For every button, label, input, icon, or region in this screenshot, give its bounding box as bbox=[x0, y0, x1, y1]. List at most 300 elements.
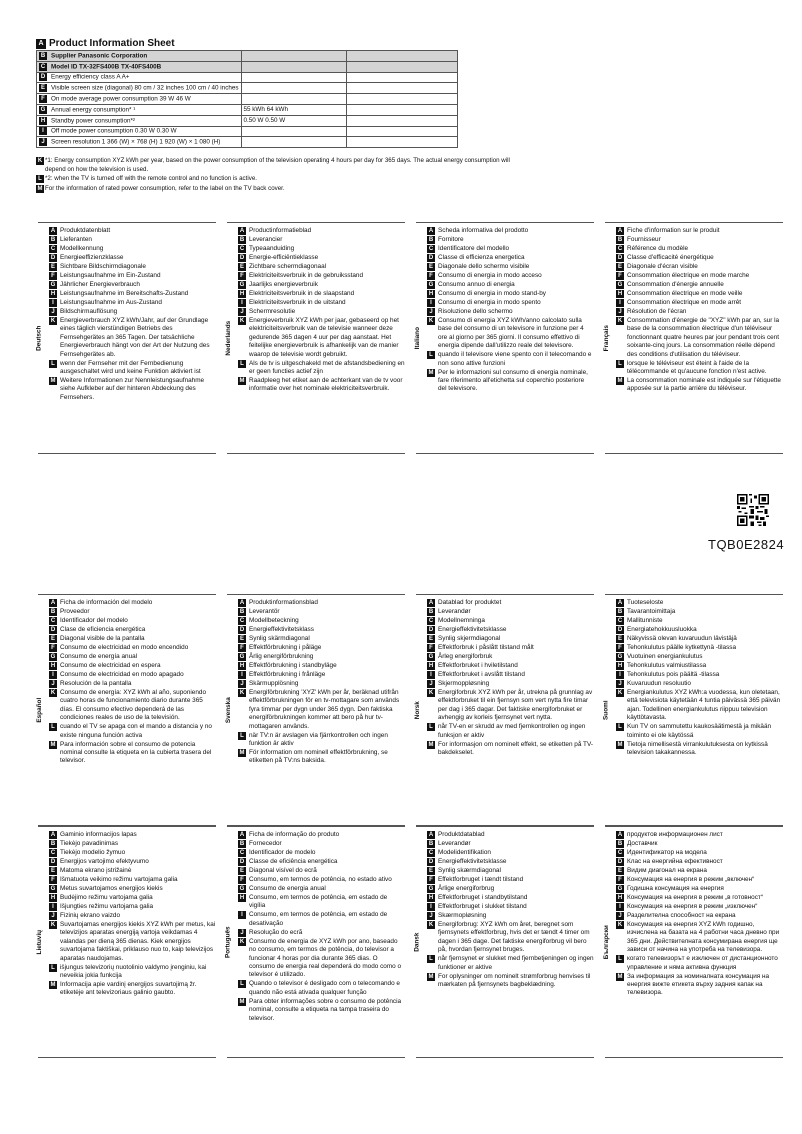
list-item bbox=[49, 236, 216, 244]
tag-badge: I bbox=[427, 903, 435, 911]
tag-badge: J bbox=[427, 308, 435, 316]
item-text: Diagonale dello schermo visibile bbox=[438, 263, 530, 270]
language-items bbox=[49, 831, 216, 998]
tag-badge: B bbox=[239, 841, 245, 847]
tag-badge: B bbox=[50, 609, 56, 615]
tag-badge: A bbox=[239, 228, 245, 234]
item-text: Metus suvartojamos energijos kiekis bbox=[60, 885, 163, 892]
list-item bbox=[427, 894, 594, 902]
item-text: Modellkennung bbox=[60, 245, 104, 252]
tag-badge: B bbox=[428, 609, 434, 615]
tag-badge: D bbox=[428, 627, 434, 633]
language-items bbox=[427, 831, 594, 990]
language-name: Български bbox=[602, 924, 610, 960]
item-text: Клас на енергийна ефективност bbox=[627, 858, 723, 865]
tag-badge: D bbox=[617, 255, 623, 261]
list-item bbox=[49, 644, 216, 652]
item-text: Consumo de energia anual bbox=[249, 885, 326, 892]
list-item bbox=[49, 290, 216, 298]
language-label bbox=[35, 223, 45, 453]
list-item bbox=[427, 912, 594, 920]
item-text: Identificador del modelo bbox=[60, 617, 128, 624]
list-item bbox=[616, 290, 783, 298]
list-item bbox=[616, 955, 783, 972]
item-text: Effektforbruket i hviletilstand bbox=[438, 662, 518, 669]
language-label bbox=[35, 595, 45, 825]
item-text: Budėjimo režimu vartojama galia bbox=[60, 894, 153, 901]
tag-badge: K bbox=[428, 318, 434, 324]
tag-badge: A bbox=[50, 832, 56, 838]
item-text: Skärmupplösning bbox=[249, 680, 299, 687]
table-row bbox=[37, 126, 458, 137]
list-item bbox=[238, 653, 405, 661]
language-name: Deutsch bbox=[35, 325, 43, 351]
tag-badge: B bbox=[428, 237, 434, 243]
list-item bbox=[616, 263, 783, 271]
list-item bbox=[238, 876, 405, 884]
language-label bbox=[224, 595, 234, 825]
list-item bbox=[616, 360, 783, 377]
tag-badge: E bbox=[50, 636, 55, 642]
item-text: Консумация на енергия XYZ kWh годишно, изчислена на базата на 4 работни часа дневно при 365 дни. Действителната консумирана енергия ще зависи от начина на употреба на телевизора. bbox=[627, 921, 780, 954]
tag-badge: H bbox=[50, 291, 56, 297]
item-text: Skærmopløsning bbox=[438, 912, 487, 919]
row-label bbox=[37, 126, 242, 137]
list-item bbox=[616, 299, 783, 307]
item-text: Schermresolutie bbox=[249, 308, 296, 315]
list-item bbox=[427, 254, 594, 262]
tag-badge: E bbox=[617, 264, 622, 270]
list-item bbox=[238, 831, 405, 839]
list-item bbox=[616, 876, 783, 884]
tag-badge: J bbox=[238, 680, 246, 688]
item-text: Consumo di energia in modo spento bbox=[438, 299, 541, 306]
list-item bbox=[616, 272, 783, 280]
list-item bbox=[49, 831, 216, 839]
tag-badge: E bbox=[428, 636, 433, 642]
item-text: когато телевизорът е изключен от дистанционното управление и няма активна функция bbox=[627, 955, 778, 971]
list-item bbox=[616, 608, 783, 616]
tag-badge: H bbox=[428, 895, 434, 901]
tag-badge: A bbox=[239, 600, 245, 606]
item-text: Diagonal visível do ecrã bbox=[249, 867, 317, 874]
tag-badge: C bbox=[239, 246, 245, 252]
language-label bbox=[602, 223, 612, 453]
tag-badge: M bbox=[617, 741, 623, 748]
item-text: Energiforbrug: XYZ kWh om året, beregnet som fjernsynets effektforbrug, hvis det er tændt 4 timer om dagen i 365 dage. Det faktiske energiforbrug vil bero på, hvordan fjernsynet bruges. bbox=[438, 921, 590, 954]
tag-badge: I bbox=[616, 671, 624, 679]
sheet-title bbox=[36, 38, 175, 49]
tag-badge: I bbox=[39, 127, 47, 135]
item-text: Årlig energiförbrukning bbox=[249, 653, 314, 660]
language-block bbox=[224, 594, 405, 826]
list-item bbox=[616, 849, 783, 857]
tag-badge: C bbox=[239, 850, 245, 856]
list-item bbox=[49, 617, 216, 625]
list-item bbox=[49, 858, 216, 866]
list-item bbox=[427, 290, 594, 298]
language-block bbox=[602, 594, 783, 826]
tag-badge: L bbox=[427, 723, 435, 731]
item-text: Fizinių ekrano vaizdo bbox=[60, 912, 121, 919]
item-text: Tehonkulutus päälle kytkettynä -tilassa bbox=[627, 644, 737, 651]
item-text: Modellbeteckning bbox=[249, 617, 299, 624]
item-text: Consumo annuo di energia bbox=[438, 281, 515, 288]
tag-badge: A bbox=[617, 600, 623, 606]
tag-badge: M bbox=[428, 973, 434, 980]
tag-badge: H bbox=[617, 291, 623, 297]
list-item bbox=[427, 272, 594, 280]
list-item bbox=[427, 831, 594, 839]
tag-badge: C bbox=[50, 246, 56, 252]
list-item bbox=[49, 981, 216, 998]
tag-badge: L bbox=[36, 175, 44, 183]
tag-badge: I bbox=[238, 671, 246, 679]
item-text: Référence du modèle bbox=[627, 245, 689, 252]
list-item bbox=[616, 662, 783, 670]
table-row bbox=[37, 72, 458, 83]
tag-badge: L bbox=[616, 360, 624, 368]
tag-badge: F bbox=[616, 272, 624, 280]
item-text: Fournisseur bbox=[627, 236, 661, 243]
list-item bbox=[49, 599, 216, 607]
row-text: Model ID TX-32FS400B TX-40FS400B bbox=[51, 63, 162, 71]
list-item bbox=[427, 236, 594, 244]
table-row bbox=[37, 115, 458, 126]
item-text: Zichtbare schermdiagonaal bbox=[249, 263, 327, 270]
tag-badge: A bbox=[428, 600, 434, 606]
tag-badge: L bbox=[238, 980, 246, 988]
list-item bbox=[49, 263, 216, 271]
row-text: Screen resolution 1 366 (W) × 768 (H) 1 920 (W) × 1 080 (H) bbox=[51, 138, 221, 146]
language-items bbox=[238, 599, 405, 766]
item-text: när TV:n är avslagen via fjärrkontrollen och ingen funktion är aktiv bbox=[249, 731, 388, 748]
list-item bbox=[427, 299, 594, 307]
tag-badge: I bbox=[49, 903, 57, 911]
item-text: Para información sobre el consumo de potencia nominal consulte la etiqueta en la cubierta trasera del televisor. bbox=[60, 740, 212, 765]
tag-badge: D bbox=[239, 859, 245, 865]
tag-badge: M bbox=[50, 741, 56, 748]
language-block bbox=[224, 826, 405, 1058]
row-label bbox=[37, 72, 242, 83]
item-text: Effektforbruget i tændt tilstand bbox=[438, 876, 524, 883]
tag-badge: F bbox=[49, 644, 57, 652]
tag-badge: C bbox=[428, 850, 434, 856]
list-item bbox=[616, 635, 783, 643]
list-item bbox=[427, 617, 594, 625]
list-item bbox=[427, 973, 594, 990]
tag-badge: D bbox=[50, 627, 56, 633]
list-item bbox=[616, 617, 783, 625]
language-label bbox=[413, 595, 423, 825]
list-item bbox=[49, 876, 216, 884]
tag-badge: G bbox=[239, 282, 245, 288]
list-item bbox=[616, 317, 783, 359]
item-text: Mallitunniste bbox=[627, 617, 663, 624]
list-item bbox=[238, 867, 405, 875]
list-item bbox=[238, 299, 405, 307]
item-text: Årleg energiforbruk bbox=[438, 653, 493, 660]
item-text: For oplysninger om nominelt strømforbrug henvises til mærkaten på fjernsynets bagbeklædning. bbox=[438, 972, 591, 989]
list-item bbox=[238, 617, 405, 625]
item-text: Datablad for produktet bbox=[438, 599, 502, 606]
tag-badge: C bbox=[617, 850, 623, 856]
language-name: Norsk bbox=[413, 700, 421, 720]
list-item bbox=[616, 840, 783, 848]
item-text: Išmatuota veikimo režimu vartojama galia bbox=[60, 876, 178, 883]
tag-badge: G bbox=[617, 886, 623, 892]
footnotes bbox=[36, 157, 516, 194]
row-value bbox=[241, 61, 346, 72]
list-item bbox=[616, 653, 783, 661]
row-text: Visible screen size (diagonal) 80 cm / 32 inches 100 cm / 40 inches bbox=[51, 84, 239, 92]
list-item bbox=[427, 689, 594, 723]
item-text: Consumo di energia XYZ kWh/anno calcolato sulla base del consumo di un televisore in funzione per 4 ore al giorno per 365 giorni. Il consumo effettivo di energia dipende dall'utilizzo reale del televisore. bbox=[438, 317, 584, 350]
tag-badge: K bbox=[428, 690, 434, 696]
item-text: når TV-en er skrudd av med fjernkontrollen og ingen funksjon er aktiv bbox=[438, 723, 586, 739]
item-text: Effektforbruget i slukket tilstand bbox=[438, 903, 527, 910]
list-item bbox=[616, 894, 783, 902]
product-info-table bbox=[36, 50, 458, 148]
tag-badge: K bbox=[617, 690, 623, 696]
tag-badge: G bbox=[50, 886, 56, 892]
item-text: Sichtbare Bildschirmdiagonale bbox=[60, 263, 146, 270]
tag-badge: H bbox=[40, 117, 46, 124]
tag-badge: I bbox=[427, 299, 435, 307]
list-item bbox=[238, 272, 405, 280]
list-item bbox=[238, 236, 405, 244]
item-text: Suvartojamas energijos kiekis XYZ kWh per metus, kai televizijos aparatas energiją vartoja veikdamas 4 valandas per dieną 365 dienas. Kiek energijos suvartojama faktiškai, priklauso nuo to, kaip televizijos aparatas naudojamas. bbox=[60, 921, 216, 962]
tag-badge: D bbox=[617, 859, 623, 865]
tag-badge: C bbox=[50, 850, 56, 856]
language-block bbox=[35, 594, 216, 826]
item-text: Kuvaruudun resoluutio bbox=[627, 680, 691, 687]
list-item bbox=[427, 671, 594, 679]
list-item bbox=[427, 263, 594, 271]
row-value bbox=[241, 94, 346, 105]
item-text: Leistungsaufnahme im Bereitschafts-Zustand bbox=[60, 290, 189, 297]
list-item bbox=[49, 662, 216, 670]
item-text: Fiche d'information sur le produit bbox=[627, 227, 720, 234]
tag-badge: M bbox=[50, 982, 56, 989]
list-item bbox=[49, 849, 216, 857]
tag-badge: K bbox=[37, 158, 43, 164]
tag-badge: F bbox=[427, 644, 435, 652]
row-value-extra bbox=[346, 94, 458, 105]
language-name: Italiano bbox=[413, 326, 421, 350]
item-text: Leistungsaufnahme im Ein-Zustand bbox=[60, 272, 161, 279]
list-item bbox=[427, 599, 594, 607]
list-item bbox=[427, 885, 594, 893]
item-text: Effektforbruk i påslått tilstand målt bbox=[438, 644, 534, 651]
tag-badge: H bbox=[428, 663, 434, 669]
list-item bbox=[427, 955, 594, 972]
tag-badge: F bbox=[238, 644, 246, 652]
list-item bbox=[616, 254, 783, 262]
tag-badge: H bbox=[428, 291, 434, 297]
tag-badge: M bbox=[239, 998, 245, 1005]
item-text: Modellnemninga bbox=[438, 617, 485, 624]
list-item bbox=[238, 929, 405, 937]
tag-badge: M bbox=[428, 741, 434, 748]
tag-badge: I bbox=[49, 671, 57, 679]
item-text: Consumo, em termos de potência, em estado de desativação bbox=[249, 911, 388, 927]
list-item bbox=[49, 912, 216, 920]
item-text: Per le informazioni sul consumo di energia nominale, fare riferimento all'etichetta sul coperchio posteriore del televisore. bbox=[438, 368, 588, 393]
tag-badge: E bbox=[239, 264, 244, 270]
item-text: Matoma ekrano įstrižainė bbox=[60, 867, 132, 874]
tag-badge: I bbox=[49, 299, 57, 307]
list-item bbox=[238, 360, 405, 377]
list-item bbox=[616, 281, 783, 289]
item-text: Consumo de energía: XYZ kWh al año, suponiendo cuatro horas de funcionamiento diario durante 365 días. El consumo efectivo dependerá de las condiciones reales de uso de la televisión. bbox=[60, 689, 207, 722]
item-text: Energieverbrauch XYZ kWh/Jahr, auf der Grundlage eines täglich vierstündigen Betriebs des Fernsehgerätes an 365 Tagen. Der tatsächliche Energieverbrauch hängt von der Art der Nutzung des Fernsehgerätes ab. bbox=[60, 317, 210, 358]
item-text: Консумация на енергия в режим „изключен“ bbox=[627, 903, 758, 910]
list-item bbox=[238, 281, 405, 289]
item-text: Consumo di energia in modo acceso bbox=[438, 272, 542, 279]
item-text: Консумация на енергия в режим „в готовност“ bbox=[627, 894, 763, 901]
tag-badge: L bbox=[238, 732, 246, 740]
tag-badge: C bbox=[428, 246, 434, 252]
list-item bbox=[427, 351, 594, 368]
list-item bbox=[427, 227, 594, 235]
list-item bbox=[49, 964, 216, 981]
tag-badge: G bbox=[239, 886, 245, 892]
list-item bbox=[49, 227, 216, 235]
language-block bbox=[224, 222, 405, 454]
tag-badge: K bbox=[239, 318, 245, 324]
tag-badge: M bbox=[239, 378, 245, 385]
list-item bbox=[427, 840, 594, 848]
tag-badge: J bbox=[49, 308, 57, 316]
tag-badge: L bbox=[49, 723, 57, 731]
tag-badge: G bbox=[40, 106, 46, 113]
tag-badge: D bbox=[50, 859, 56, 865]
item-text: Energieffektivitetsklasse bbox=[438, 858, 507, 865]
tag-badge: I bbox=[238, 911, 246, 919]
list-item bbox=[49, 741, 216, 766]
item-text: Identificador de modelo bbox=[249, 849, 316, 856]
item-text: Consommation électrique en mode veille bbox=[627, 290, 743, 297]
language-name: Svenska bbox=[224, 697, 232, 723]
language-label bbox=[413, 223, 423, 453]
item-text: Tietoja nimellisestä virrankulutuksesta on kytkissä television takakannessa. bbox=[627, 740, 768, 757]
item-text: Tiekėjo modelio žymuo bbox=[60, 849, 126, 856]
item-text: Tiekėjo pavadinimas bbox=[60, 840, 119, 847]
tag-badge: B bbox=[428, 841, 434, 847]
language-items bbox=[238, 227, 405, 394]
list-item bbox=[49, 360, 216, 377]
tag-badge: H bbox=[239, 895, 245, 901]
tag-badge: F bbox=[49, 876, 57, 884]
list-item bbox=[238, 732, 405, 749]
list-item bbox=[238, 599, 405, 607]
row-text: Supplier Panasonic Corporation bbox=[51, 52, 148, 60]
tag-badge: C bbox=[617, 246, 623, 252]
item-text: Tehonkulutus valmiustilassa bbox=[627, 662, 707, 669]
item-text: Energiforbruk XYZ kWh per år, utrekna på grunnlag av effektforbruket til ein fjernsyn som vert nytta fire timar per dag i 365 dagar. Det faktiske energiforbruket er avhengig av korleis fjernsynet vert nytta. bbox=[438, 689, 593, 722]
tag-badge: D bbox=[239, 255, 245, 261]
item-text: Diagonale d'écran visible bbox=[627, 263, 698, 270]
language-items bbox=[616, 599, 783, 758]
item-text: Para obter informações sobre o consumo de potência nominal, consulte a etiqueta na tampa traseira do televisor. bbox=[249, 997, 402, 1022]
item-text: Consommation électrique en mode arrêt bbox=[627, 299, 742, 306]
list-item bbox=[616, 921, 783, 955]
list-item bbox=[427, 849, 594, 857]
tag-badge: L bbox=[427, 351, 435, 359]
list-item bbox=[238, 680, 405, 688]
item-text: Leverantör bbox=[249, 608, 280, 615]
list-item bbox=[238, 911, 405, 928]
tag-badge: C bbox=[428, 618, 434, 624]
tag-badge: D bbox=[50, 255, 56, 261]
tag-badge: H bbox=[50, 895, 56, 901]
list-item bbox=[616, 903, 783, 911]
tag-badge: B bbox=[239, 237, 245, 243]
list-item bbox=[238, 290, 405, 298]
tag-badge: F bbox=[238, 272, 246, 280]
item-text: išjungus televizorių nuotolinio valdymo įrenginiu, kai neveikia jokia funkcija bbox=[60, 963, 207, 980]
tag-badge: L bbox=[616, 955, 624, 963]
footnote-text: *1: Energy consumption XYZ kWh per year, based on the power consumption of the television operating 4 hours per day for 365 days. The actual energy consumption will depend on how the television is used. bbox=[45, 157, 510, 173]
list-item bbox=[49, 254, 216, 262]
tag-badge: K bbox=[50, 318, 56, 324]
tag-badge: G bbox=[428, 886, 434, 892]
item-text: Energieverbruik XYZ kWh per jaar, gebaseerd op het elektriciteitsverbruik van de televisie wanneer deze gedurende 365 dagen 4 uur per dag aanstaat. Het feitelijke energieverbruik is afhankelijk van de manier waarop de televisie wordt gebruikt. bbox=[249, 317, 399, 358]
list-item bbox=[616, 689, 783, 723]
tag-badge: I bbox=[427, 671, 435, 679]
item-text: Synlig skärmdiagonal bbox=[249, 635, 310, 642]
list-item bbox=[427, 723, 594, 740]
tag-badge: A bbox=[617, 228, 623, 234]
row-value-extra bbox=[346, 126, 458, 137]
footnote bbox=[36, 175, 516, 184]
item-text: Tuoteseloste bbox=[627, 599, 664, 606]
tag-badge: M bbox=[37, 185, 43, 192]
tag-badge: E bbox=[239, 868, 244, 874]
list-item bbox=[49, 653, 216, 661]
list-item bbox=[238, 626, 405, 634]
list-item bbox=[238, 840, 405, 848]
list-item bbox=[238, 227, 405, 235]
list-item bbox=[427, 369, 594, 394]
item-text: Годишна консумация на енергия bbox=[627, 885, 724, 892]
language-name: Nederlands bbox=[224, 320, 232, 356]
row-value bbox=[241, 126, 346, 137]
list-item bbox=[427, 317, 594, 351]
table-row bbox=[37, 104, 458, 115]
row-label bbox=[37, 104, 242, 115]
list-item bbox=[238, 858, 405, 866]
tag-badge: I bbox=[616, 299, 624, 307]
list-item bbox=[427, 921, 594, 955]
tag-badge: G bbox=[428, 654, 434, 660]
tag-badge: F bbox=[39, 95, 47, 103]
language-block bbox=[35, 826, 216, 1058]
list-item bbox=[49, 894, 216, 902]
tag-badge: K bbox=[239, 690, 245, 696]
language-label bbox=[602, 827, 612, 1057]
list-item bbox=[616, 377, 783, 394]
row-text: Energy efficiency class A A+ bbox=[51, 74, 130, 82]
item-text: når fjernsynet er slukket med fjernbetjeningen og ingen funktioner er aktive bbox=[438, 955, 594, 971]
row-text: On mode average power consumption 39 W 46 W bbox=[51, 95, 191, 103]
list-item bbox=[49, 635, 216, 643]
list-item bbox=[427, 662, 594, 670]
language-name: Español bbox=[35, 697, 43, 723]
tag-badge: J bbox=[616, 680, 624, 688]
tag-badge: J bbox=[616, 308, 624, 316]
